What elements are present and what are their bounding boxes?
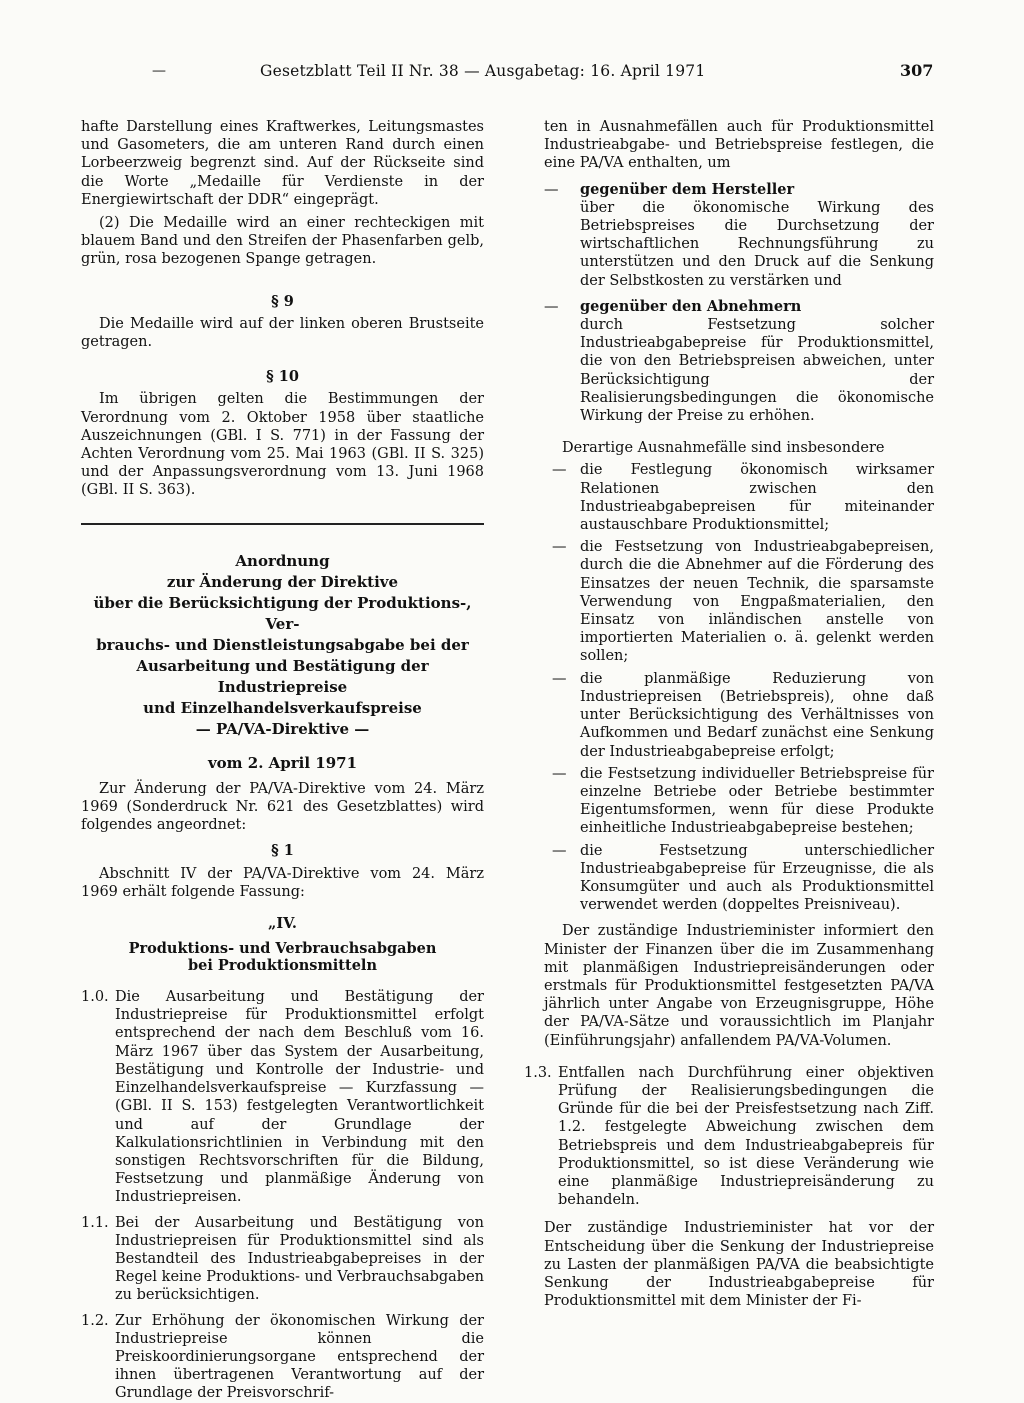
- item-number: 1.1.: [81, 1214, 109, 1231]
- item-number: 1.0.: [81, 989, 109, 1006]
- paragraph: über die ökonomische Wirkung des Betriebspreises die Durchsetzung der wirtschaftlichen Rechnungsführung zu unterstützen und den Druck auf die Senkung der Selbstkosten zu verstärken und: [580, 199, 934, 289]
- item-text: Bei der Ausarbeitung und Bestätigung von Industriepreisen für Produktionsmittel sind als Bestandteil des Industrieabgabepreises in der Regel keine Produktions- und Verbrauchsabgaben zu berücksichtigen.: [115, 1214, 484, 1304]
- list-item: [544, 670, 934, 761]
- ordinance-date: vom 2. April 1971: [207, 753, 358, 772]
- list-item: [544, 461, 934, 534]
- item-text: Die Ausarbeitung und Bestätigung der Industriepreise für Produktionsmittel erfolgt entsprechend der nach dem Beschluß vom 16. März 1967 über das System der Ausarbeitung, Bestätigung und Kontrolle der Industrie- und Einzelhandelsverkaufspreise — Kurzfassung — (GBl. II S. 153) festgelegten Verantwortlichkeit und auf der Grundlage der Kalkulationsrichtlinien in Verbindung mit den sonstigen Rechtsvorschriften für die Bildung, Festsetzung und planmäßige Änderung von Industriepreisen.: [115, 989, 484, 1206]
- list-item: [544, 765, 934, 838]
- numbered-item: [81, 1312, 484, 1403]
- dash-mark: —: [544, 181, 559, 198]
- heading-line: Anordnung: [235, 551, 330, 570]
- header-dash: —: [152, 63, 166, 79]
- section-title: Produktions- und Verbrauchsabgaben: [128, 940, 437, 958]
- paragraph: Zur Änderung der PA/VA-Direktive vom 24. März 1969 (Sonderdruck Nr. 621 des Gesetzblattes) wird folgendes angeordnet:: [81, 780, 484, 834]
- dash-heading: [544, 298, 934, 316]
- heading-line: und Einzelhandelsverkaufspreise: [143, 698, 422, 717]
- page-number: 307: [900, 61, 934, 80]
- dash-mark: —: [552, 462, 567, 479]
- item-text: Entfallen nach Durchführung einer objektiven Prüfung der Realisierungsbedingungen die Gründe für die bei der Preisfestsetzung nach Ziff. 1.2. festgelegte Abweichung zwischen dem Betriebspreis und dem Industrieabgabepreis für Produktionsmittel, so ist diese Veränderung wie eine planmäßige Industriepreisänderung zu behandeln.: [558, 1064, 934, 1209]
- divider: [81, 523, 484, 525]
- list-item: [544, 842, 934, 915]
- paragraph: ten in Ausnahmefällen auch für Produktionsmittel Industrieabgabe- und Betriebspreise festlegen, die eine PA/VA enthalten, um: [544, 119, 934, 172]
- list-item-text: die planmäßige Reduzierung von Industriepreisen (Betriebspreis), ohne daß unter Berücksichtigung des Verhältnisses von Aufkommen und Bedarf zunächst eine Senkung der Industrieabgabepreise erfolgt;: [580, 670, 934, 760]
- paragraph: Abschnitt IV der PA/VA-Direktive vom 24. März 1969 erhält folgende Fassung:: [81, 865, 484, 900]
- heading-line: — PA/VA-Direktive —: [195, 719, 370, 738]
- ordinance-heading: [81, 551, 484, 740]
- section-sign: § 9: [271, 292, 294, 310]
- bold-label: gegenüber dem Hersteller: [580, 180, 795, 198]
- heading-line: brauchs- und Dienstleistungsabgabe bei der: [96, 635, 469, 654]
- numbered-item: [524, 1064, 934, 1210]
- left-column: [81, 118, 484, 1403]
- heading-line: Ausarbeitung und Bestätigung der Industriepreise: [136, 656, 429, 696]
- page-header: [0, 62, 1024, 84]
- list-item-text: die Festlegung ökonomisch wirksamer Relationen zwischen den Industrieabgabepreisen für miteinander austauschbare Produktionsmittel;: [580, 462, 934, 534]
- section-sign: § 10: [266, 368, 299, 386]
- paragraph: Im übrigen gelten die Bestimmungen der Verordnung vom 2. Oktober 1958 über staatliche Auszeichnungen (GBl. I S. 771) in der Fassung der Achten Verordnung vom 25. Mai 1963 (GBl. II S. 325) und der Anpassungsverordnung vom 13. Juni 1968 (GBl. II S. 363).: [81, 391, 484, 499]
- paragraph: Der zuständige Industrieminister hat vor der Entscheidung über die Senkung der Industriepreise zu Lasten der planmäßigen PA/VA die beabsichtigte Senkung der Industrieabgabepreise für Produktionsmittel mit dem Minister der Fi-: [544, 1220, 934, 1310]
- right-column: [524, 118, 934, 1310]
- dash-mark: —: [552, 670, 567, 687]
- dash-mark: —: [552, 765, 567, 782]
- item-number: 1.3.: [524, 1064, 552, 1081]
- paragraph: (2) Die Medaille wird an einer rechteckigen mit blauem Band und den Streifen der Phasenfarben gelb, grün, rosa bezogenen Spange getragen.: [81, 215, 484, 268]
- heading-line: zur Änderung der Direktive: [166, 572, 399, 591]
- dash-heading: [544, 181, 934, 199]
- paragraph: durch Festsetzung solcher Industrieabgabepreise für Produktionsmittel, die von den Betriebspreisen abweichen, unter Berücksichtigung der Realisierungsbedingungen die ökonomische Wirkung der Preise zu erhöhen.: [580, 317, 934, 425]
- header-title: Gesetzblatt Teil II Nr. 38 — Ausgabetag: 16. April 1971: [260, 62, 706, 80]
- paragraph: Der zuständige Industrieminister informiert den Minister der Finanzen über die im Zusammenhang mit planmäßigen Industriepreisänderungen oder erstmals für Produktionsmittel festgesetzten PA/VA jährlich unter Angabe von Erzeugnisgruppe, Höhe der PA/VA-Sätze und voraussichtlich im Planjahr (Einführungsjahr) anfallendem PA/VA-Volumen.: [544, 923, 934, 1049]
- list-item: [544, 538, 934, 665]
- numbered-item: [81, 988, 484, 1206]
- roman-numeral: „IV.: [268, 915, 297, 933]
- heading-line: über die Berücksichtigung der Produktions-, Ver-: [93, 593, 472, 633]
- paragraph: hafte Darstellung eines Kraftwerkes, Leitungsmastes und Gasometers, die am unteren Rand durch einen Lorbeerzweig begrenzt sind. Auf der Rückseite sind die Worte „Medaille für Verdienste in der Energiewirtschaft der DDR“ eingeprägt.: [81, 119, 484, 208]
- list-item-text: die Festsetzung unterschiedlicher Industrieabgabepreise für Erzeugnisse, die als Konsumgüter und auch als Produktionsmittel verwendet werden (doppeltes Preisniveau).: [580, 842, 934, 914]
- list-item-text: die Festsetzung von Industrieabgabepreisen, durch die die Abnehmer auf die Förderung des Einsatzes der neuen Technik, die sparsamste Verwendung von Engpaßmaterialien, den Einsatz von inländischen anstelle von importierten Materialien o. ä. gelenkt werden sollen;: [580, 539, 934, 665]
- dash-mark: —: [544, 298, 559, 315]
- section-title: bei Produktionsmitteln: [188, 957, 377, 975]
- item-text: Zur Erhöhung der ökonomischen Wirkung der Industriepreise können die Preiskoordinierungsorgane entsprechend der ihnen übertragenen Verantwortung auf der Grundlage der Preisvorschrif-: [115, 1312, 484, 1402]
- numbered-item: [81, 1214, 484, 1305]
- paragraph: Die Medaille wird auf der linken oberen Brustseite getragen.: [81, 315, 484, 351]
- paragraph: Derartige Ausnahmefälle sind insbesondere: [562, 440, 885, 457]
- list-item-text: die Festsetzung individueller Betriebspreise für einzelne Betriebe oder Betriebe bestimmter Eigentumsformen, wenn für diese Produkte einheitliche Industrieabgabepreise bestehen;: [580, 765, 934, 837]
- section-sign: § 1: [271, 842, 294, 860]
- item-number: 1.2.: [81, 1312, 109, 1329]
- dash-mark: —: [552, 842, 567, 859]
- bold-label: gegenüber den Abnehmern: [580, 297, 802, 315]
- dash-mark: —: [552, 539, 567, 556]
